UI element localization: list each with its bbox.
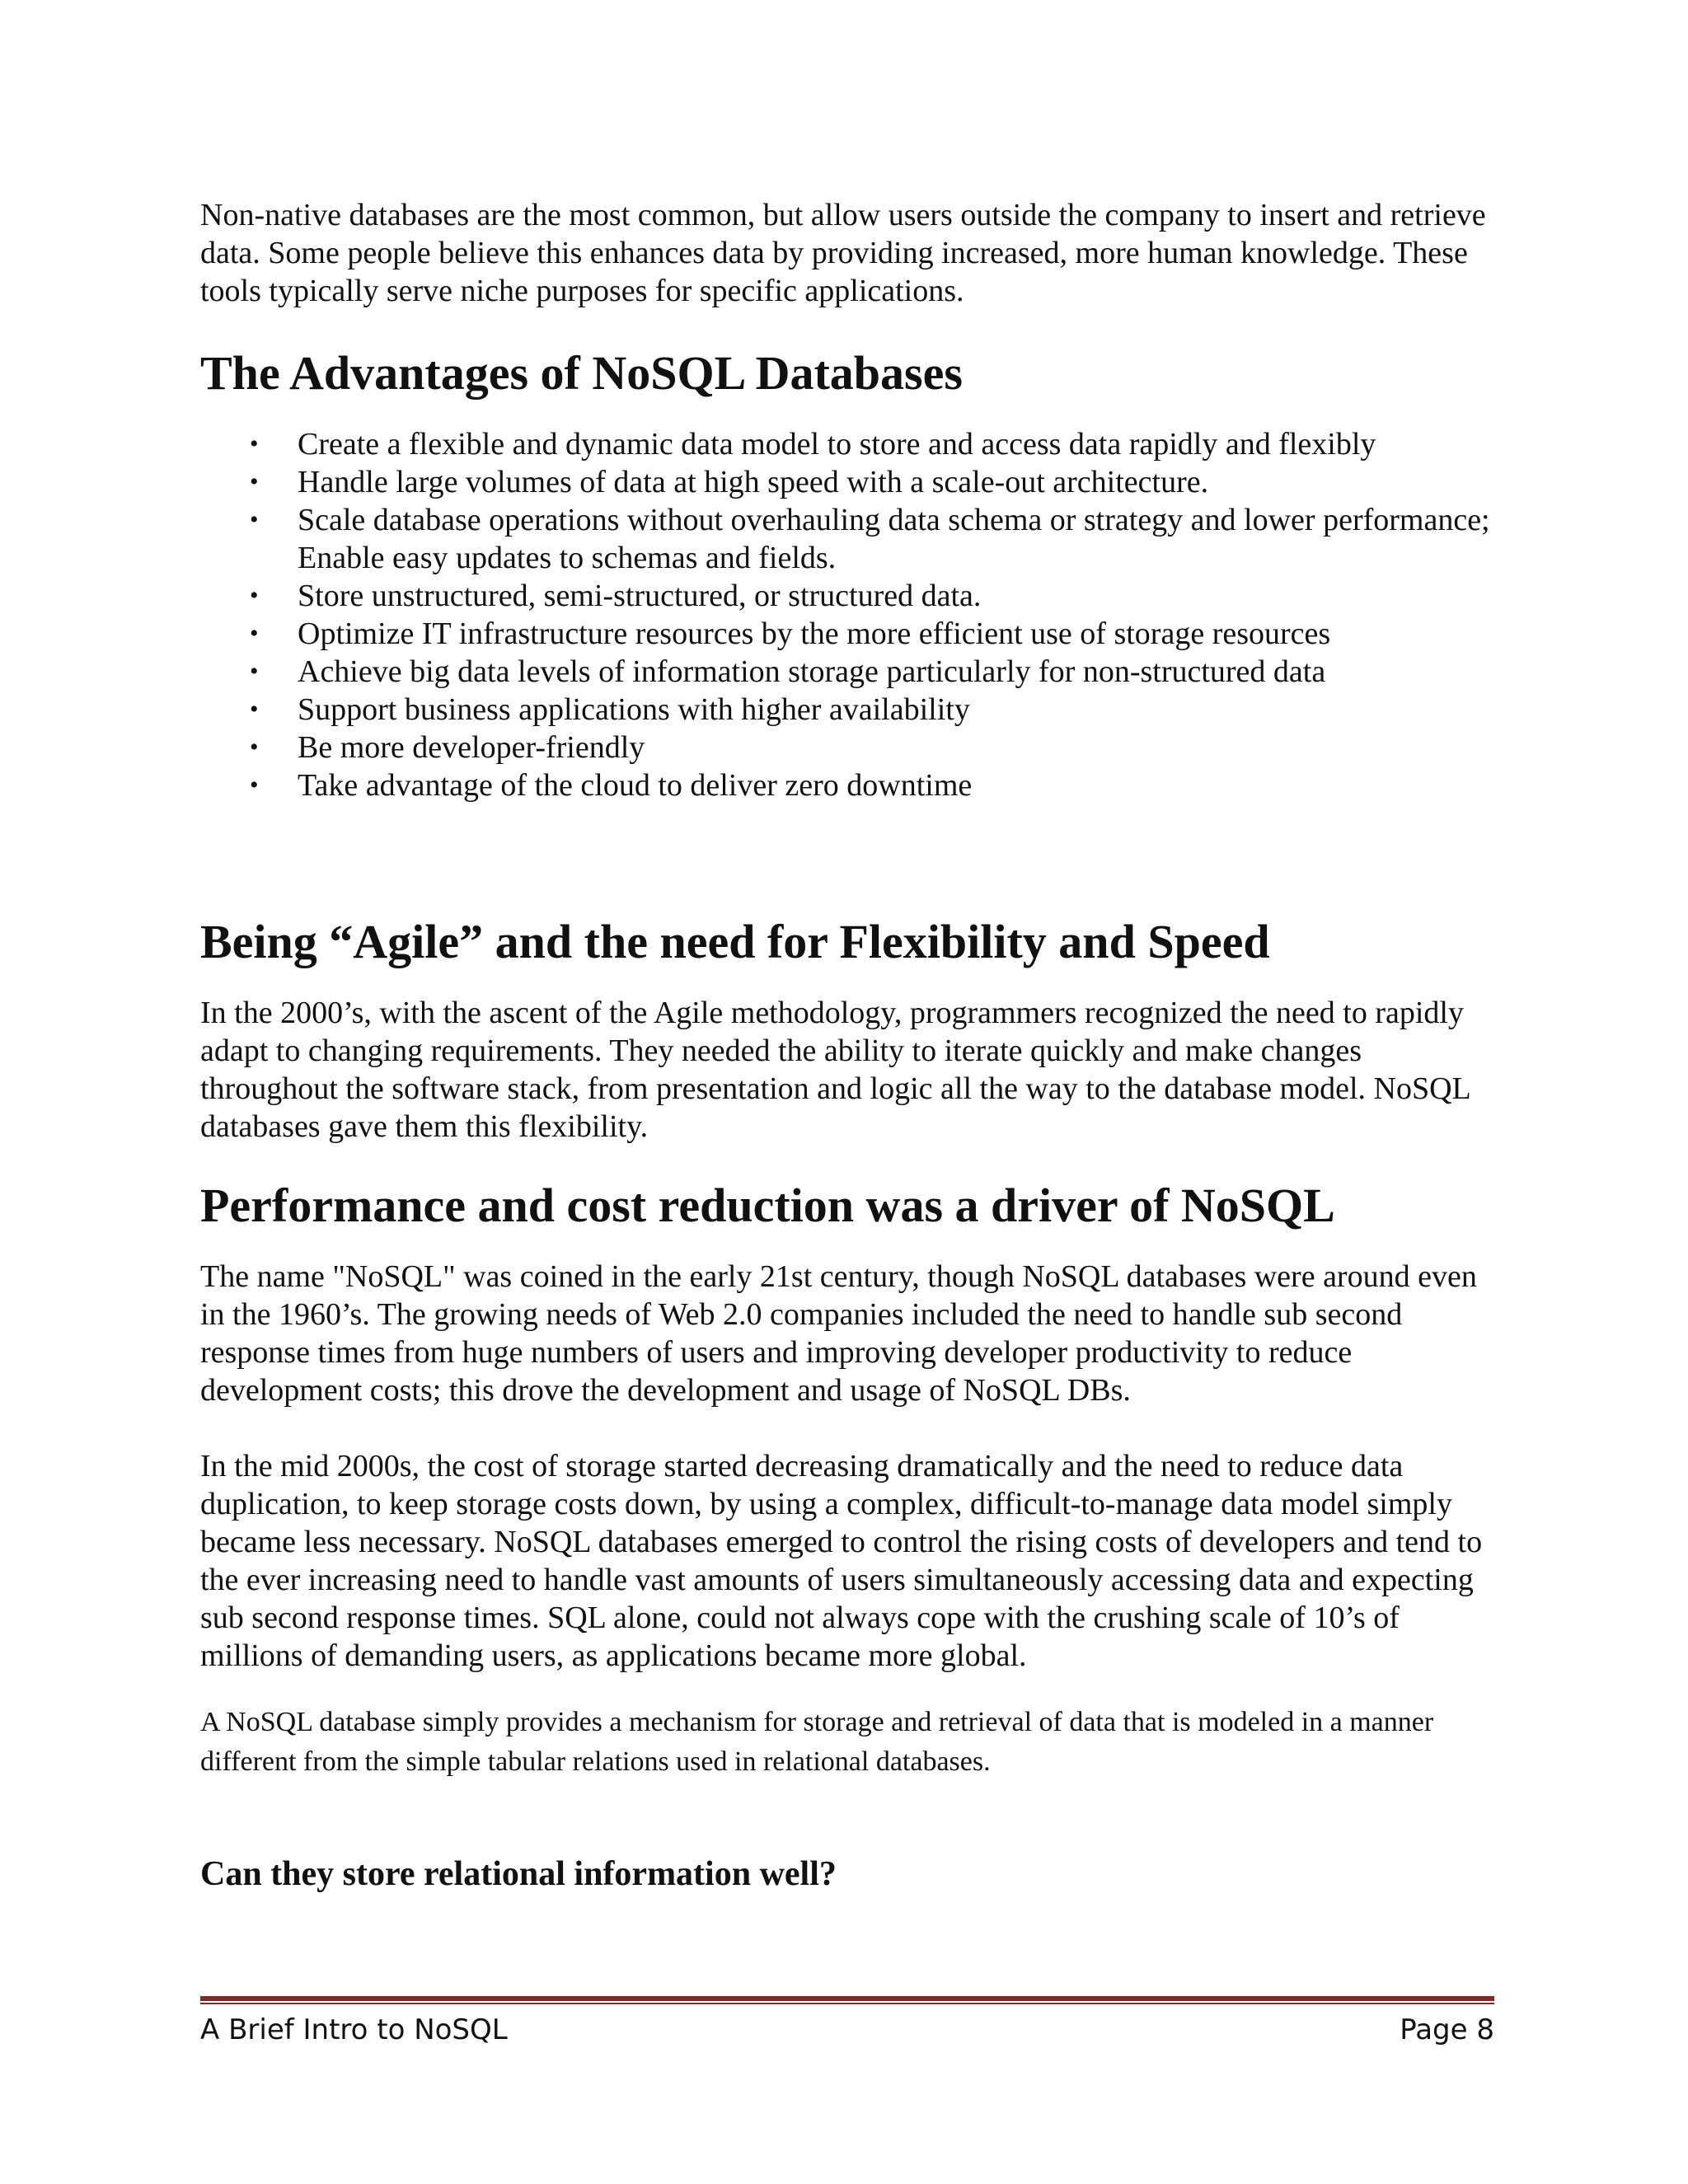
performance-heading: Performance and cost reduction was a driver of NoSQL (200, 1179, 1335, 1232)
performance-paragraph-3: A NoSQL database simply provides a mechanism for storage and retrieval of data that is modeled in a manner different from the simple tabular relations used in relational databases. (200, 1707, 1434, 1777)
relational-heading: Can they store relational information well? (200, 1855, 837, 1893)
advantages-list (200, 425, 1494, 804)
performance-paragraph-2: In the mid 2000s, the cost of storage started decreasing dramatically and the need to reduce data duplication, to keep storage costs down, by using a complex, difficult-to-manage data model simply became less necessary. NoSQL databases emerged to control the rising costs of developers and tend to the ever increasing need to handle vast amounts of users simultaneously accessing data and expecting sub second response times. SQL alone, could not always cope with the crushing scale of 10’s of millions of demanding users, as applications became more global. (200, 1449, 1483, 1673)
list-item: • Store unstructured, semi-structured, or structured data. (250, 579, 982, 613)
page-footer (200, 2011, 1494, 2049)
performance-paragraph-1: The name "NoSQL" was coined in the early 21st century, though NoSQL databases were around even in the 1960’s. The growing needs of Web 2.0 companies included the need to handle sub second response times from huge numbers of users and improving developer productivity to reduce development costs; this drove the development and usage of NoSQL DBs. (200, 1259, 1477, 1408)
bullet-icon: • (250, 696, 259, 723)
footer-document-title: A Brief Intro to NoSQL (200, 2013, 508, 2046)
list-item: • Support business applications with higher availability (250, 692, 970, 727)
footer-divider (200, 1996, 1494, 2004)
list-item: • Create a flexible and dynamic data model to store and access data rapidly and flexibly (250, 427, 1376, 462)
agile-heading: Being “Agile” and the need for Flexibility and Speed (200, 915, 1270, 968)
list-item: • Achieve big data levels of information storage particularly for non-structured data (250, 654, 1326, 689)
footer-page-number: Page 8 (1400, 2013, 1494, 2046)
bullet-icon: • (250, 658, 259, 685)
bullet-icon: • (250, 620, 259, 647)
page-content (200, 196, 1494, 1896)
bullet-icon: • (250, 582, 259, 609)
list-item: • Handle large volumes of data at high speed with a scale-out architecture. (250, 465, 1209, 499)
list-item: • Optimize IT infrastructure resources by the more efficient use of storage resources (250, 616, 1331, 651)
list-item: • Scale database operations without overhauling data schema or strategy and lower performance; Enable easy updates to schemas and fields. (250, 503, 1490, 575)
list-item: • Take advantage of the cloud to deliver zero downtime (250, 768, 973, 803)
bullet-icon: • (250, 468, 259, 495)
bullet-icon: • (250, 733, 259, 761)
bullet-icon: • (250, 506, 259, 533)
intro-paragraph: Non-native databases are the most common, but allow users outside the company to insert and retrieve data. Some people believe this enhances data by providing increased, more human knowledge. These tools typically serve niche purposes for specific applications. (200, 198, 1486, 308)
agile-paragraph: In the 2000’s, with the ascent of the Agile methodology, programmers recognized the need to rapidly adapt to changing requirements. They needed the ability to iterate quickly and make changes throughout the software stack, from presentation and logic all the way to the database model. NoSQL databases gave them this flexibility. (200, 996, 1470, 1144)
bullet-icon: • (250, 771, 259, 799)
list-item: • Be more developer-friendly (250, 730, 645, 765)
bullet-icon: • (250, 430, 259, 457)
advantages-heading: The Advantages of NoSQL Databases (200, 346, 963, 400)
